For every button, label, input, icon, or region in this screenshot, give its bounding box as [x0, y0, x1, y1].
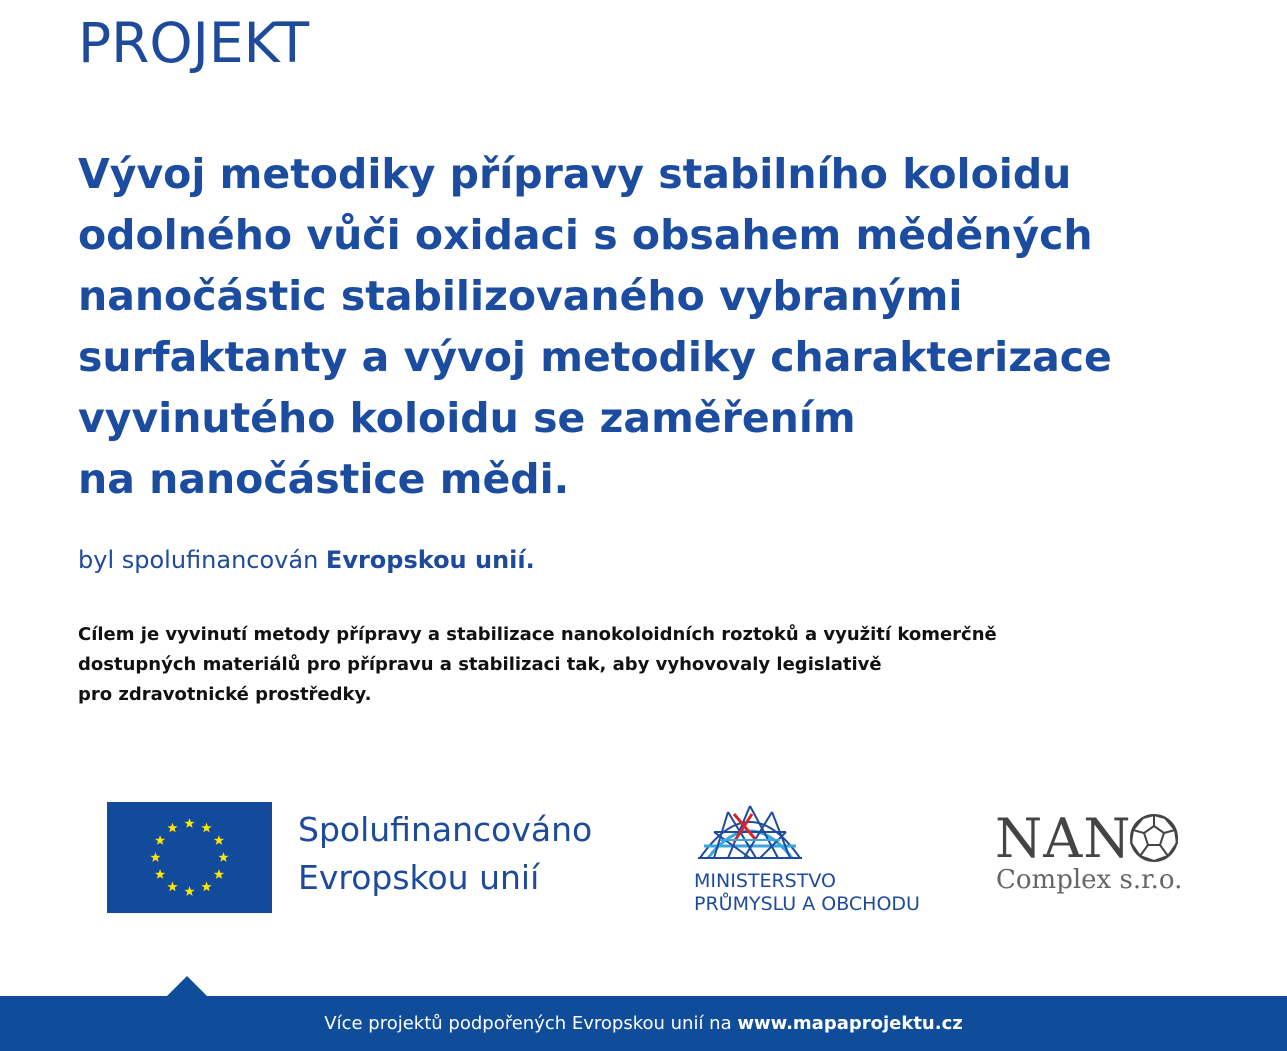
project-aim-line: pro zdravotnické prostředky.	[78, 684, 372, 705]
eu-cofunded-logo-text	[298, 806, 592, 902]
eu-star-icon	[214, 835, 224, 845]
project-aim-line: Cílem je vyvinutí metody přípravy a stabilizace nanokoloidních roztoků a využití komerčně	[78, 624, 997, 645]
eu-star-icon	[167, 882, 177, 892]
project-aim	[78, 620, 1228, 710]
eu-star-icon	[201, 882, 211, 892]
eu-star-icon	[155, 869, 165, 879]
eu-logo-line: Evropskou unií	[298, 858, 540, 897]
footer-bar	[0, 996, 1287, 1051]
eu-star-icon	[167, 823, 177, 833]
eu-star-icon	[155, 835, 165, 845]
project-title-line: Vývoj metodiky přípravy stabilního koloidu	[78, 150, 1072, 198]
footer-notch	[166, 976, 208, 997]
eu-star-icon	[184, 886, 194, 896]
eu-stars-icon	[107, 802, 272, 913]
nano-logo-sub: Complex s.r.o.	[996, 865, 1183, 895]
eu-star-icon	[150, 852, 160, 862]
eu-star-icon	[201, 823, 211, 833]
mpo-geodesic-dome-icon	[694, 800, 806, 864]
fullerene-ball-icon	[1128, 812, 1180, 864]
project-title	[78, 144, 1198, 510]
project-title-line: odolného vůči oxidaci s obsahem měděných	[78, 211, 1093, 259]
project-title-line: na nanočástice mědi.	[78, 455, 570, 503]
cofunding-statement	[78, 546, 535, 574]
eu-star-icon	[214, 869, 224, 879]
mpo-logo-text	[694, 870, 920, 916]
mpo-logo-line: PRŮMYSLU A OBCHODU	[694, 893, 920, 915]
project-title-line: vyvinutého koloidu se zaměřením	[78, 394, 856, 442]
project-title-line: nanočástic stabilizovaného vybranými	[78, 272, 963, 320]
eu-logo-line: Spolufinancováno	[298, 810, 593, 849]
footer-url-link[interactable]: www.mapaprojektu.cz	[737, 1013, 963, 1034]
eu-star-icon	[184, 818, 194, 828]
cofunding-eu: Evropskou unií.	[325, 546, 535, 574]
project-title-line: surfaktanty a vývoj metodiky charakterizace	[78, 333, 1112, 381]
cofunding-prefix: byl spolufinancován	[78, 546, 326, 574]
eu-star-icon	[218, 852, 228, 862]
footer-prefix: Více projektů podpořených Evropskou unií na	[324, 1013, 738, 1034]
eu-flag-icon	[107, 802, 272, 913]
mpo-logo-line: MINISTERSTVO	[694, 870, 836, 892]
nano-logo-word: NAN	[995, 807, 1132, 870]
poster-kicker: PROJEKT	[78, 11, 310, 75]
footer-text	[0, 996, 1287, 1051]
project-aim-line: dostupných materiálů pro přípravu a stabilizaci tak, aby vyhovovaly legislativě	[78, 654, 882, 675]
